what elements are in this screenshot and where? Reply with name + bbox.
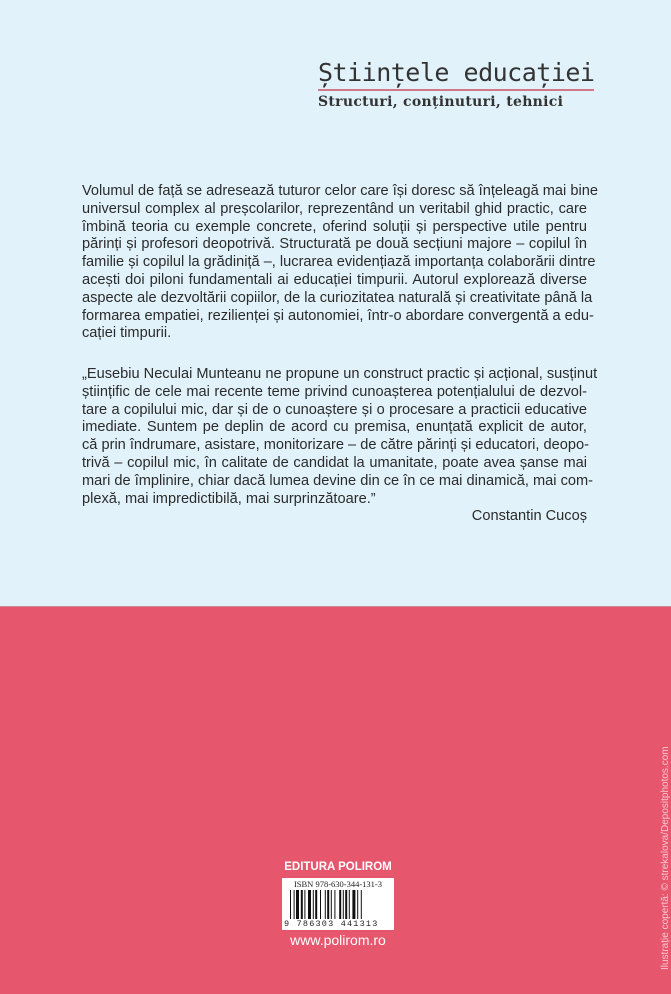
barcode-bar [345, 890, 347, 920]
description-paragraph [82, 183, 598, 343]
barcode-bar [325, 890, 326, 920]
text-line: părinți și profesori deopotrivă. Structurată pe două secțiuni majore – copilul în [82, 236, 587, 253]
cover-credit: Ilustrație copertă: © strekalova/Depositphotos.com [660, 746, 671, 970]
barcode-bar [304, 890, 305, 920]
text-line: universul complex al preșcolarilor, reprezentând un veritabil ghid practic, care [82, 200, 587, 217]
quote-author: Constantin Cucoș [471, 508, 587, 524]
text-line: Volumul de față se adresează tuturor celor care își doresc să înțeleagă mai bine [82, 183, 598, 199]
book-title: Științele educației [318, 58, 595, 87]
text-line: științific de cele mai recente teme privind cunoașterea potențialului de dezvol- [82, 383, 587, 400]
barcode-bar [327, 890, 329, 920]
text-line: cației timpurii. [82, 325, 172, 342]
publisher-name: EDITURA POLIROM [284, 861, 392, 873]
barcode-bar [308, 890, 311, 920]
barcode-bar [331, 890, 332, 920]
text-line: plexă, mai impredictibilă, mai surprinzătoare.” [82, 490, 376, 507]
barcode-bar [290, 890, 291, 920]
barcode-bar [301, 890, 303, 920]
barcode-bar [343, 890, 344, 920]
barcode-bar [296, 890, 299, 920]
barcode-bar [334, 890, 335, 920]
text-line: „Eusebiu Neculai Munteanu ne propune un construct practic și acțional, susținut [82, 366, 598, 382]
text-line: familie și copilul la grădiniță –, lucrarea evidențiază importanța colaborării dintre [82, 254, 596, 271]
quote-paragraph [82, 366, 598, 508]
barcode-icon [290, 890, 386, 920]
barcode-bar [352, 890, 355, 920]
barcode-bar [339, 890, 341, 920]
barcode-bar [357, 890, 358, 920]
text-line: tare a copilului mic, dar și de o cunoaștere și o procesare a practicii educative [82, 401, 587, 418]
barcode-digits: 9 786303 441313 [284, 919, 379, 929]
text-line: aspecte ale dezvoltării copiilor, de la curiozitatea naturală și creativitate până la [82, 289, 593, 306]
barcode-bar [313, 890, 314, 920]
text-line: trivă – copilul mic, în calitate de candidat la umanitate, poate avea șanse mai [82, 454, 587, 471]
barcode-bar [315, 890, 317, 920]
text-line: acești doi piloni fundamentali ai educației timpurii. Autorul explorează diverse [82, 271, 587, 288]
text-line: imediate. Suntem pe deplin de acord cu premisa, enunțată explicit de autor, [82, 419, 587, 436]
barcode-bar [361, 890, 362, 920]
book-subtitle: Structuri, conținuturi, tehnici [318, 94, 564, 110]
barcode-bar [320, 890, 321, 920]
barcode-bar [349, 890, 350, 920]
isbn-barcode [282, 878, 394, 930]
text-line: formarea empatiei, rezilienței și autonomiei, într-o abordare convergentă a edu- [82, 307, 594, 324]
text-line: că prin îndrumare, asistare, monitorizare – de către părinți și educatori, deopo- [82, 437, 589, 454]
barcode-bar [294, 890, 295, 920]
text-line: mari de împlinire, chiar dacă lumea devine din ce în ce mai dinamică, mai com- [82, 472, 593, 489]
title-underline [318, 89, 594, 91]
publisher-website[interactable]: www.polirom.ro [290, 932, 386, 948]
text-line: îmbină teoria cu exemple concrete, oferind soluții și perspective utile pentru [82, 218, 587, 235]
isbn-number: ISBN 978-630-344-131-3 [293, 879, 383, 889]
